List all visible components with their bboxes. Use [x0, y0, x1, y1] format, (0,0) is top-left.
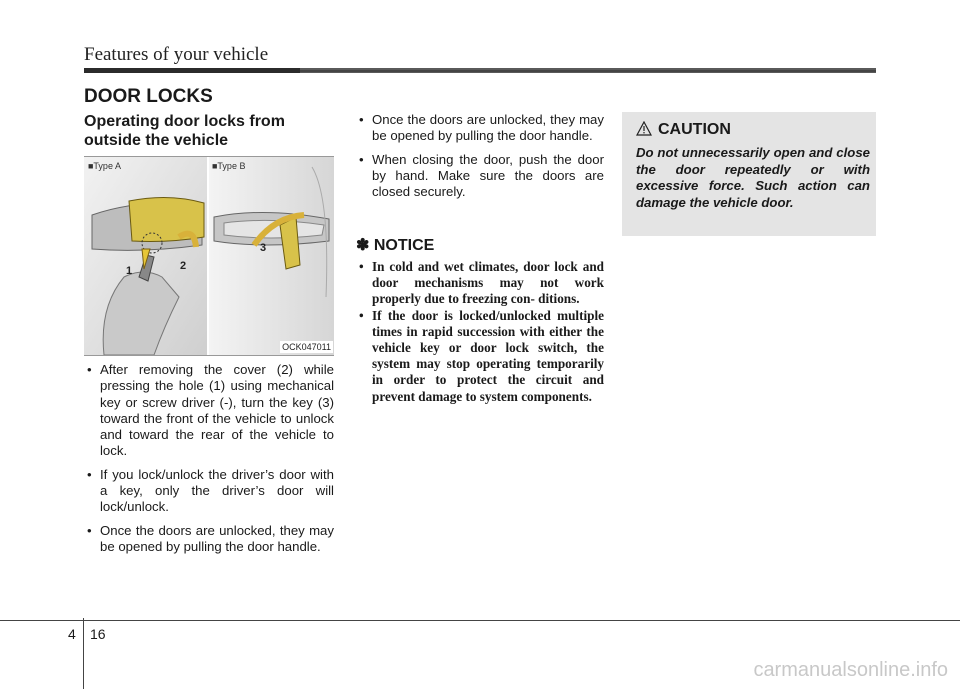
- chapter-number: 4: [68, 626, 76, 642]
- footer-divider: [83, 618, 84, 689]
- callout-1: 1: [126, 265, 133, 277]
- door-lock-illustration: [84, 156, 334, 356]
- list-item: • If the door is locked/unlocked multiple times in rapid succession with either the vehicle key or door lock switch, the system may stop operating temporarily in order to protect the circuit and prevent damage to system components.: [356, 308, 604, 405]
- list-item: • When closing the door, push the door by hand. Make sure the doors are closed securely.: [356, 152, 604, 201]
- figure-code: OCK047011: [282, 342, 331, 352]
- page-header-title: Features of your vehicle: [84, 44, 269, 65]
- list-item: • After removing the cover (2) while pressing the hole (1) using mechanical key or screw driver (-), turn the key (3) toward the front of the vehicle to unlock and toward the rear of the vehicle to lock.: [84, 362, 334, 460]
- caution-box: [622, 112, 876, 236]
- warning-triangle-icon: [636, 121, 652, 141]
- caution-title: CAUTION: [658, 121, 731, 138]
- notice-title: ✽ NOTICE: [356, 237, 435, 254]
- door-handle-drawing: [84, 157, 334, 355]
- list-item: • Once the doors are unlocked, they may be opened by pulling the door handle.: [356, 112, 604, 145]
- list-item: • In cold and wet climates, door lock and door mechanisms may not work properly due to freezing con- ditions.: [356, 259, 604, 308]
- caution-heading: [636, 121, 731, 141]
- list-item: • If you lock/unlock the driver’s door with a key, only the driver’s door will lock/unlock.: [84, 467, 334, 516]
- type-b-label: ■Type B: [212, 161, 246, 171]
- section-title: DOOR LOCKS: [84, 86, 213, 107]
- footer-rule: [0, 620, 960, 621]
- subsection-title: Operating door locks from outside the vehicle: [84, 113, 285, 149]
- notice-list: [356, 259, 604, 405]
- watermark: carmanualsonline.info: [753, 659, 948, 681]
- list-item: • Once the doors are unlocked, they may be opened by pulling the door handle.: [84, 523, 334, 556]
- callout-2: 2: [180, 260, 187, 272]
- callout-3: 3: [260, 242, 267, 254]
- column-1-text: [84, 362, 334, 562]
- type-a-label: ■Type A: [88, 161, 121, 171]
- header-rule: [84, 68, 876, 73]
- page-number: 16: [90, 626, 106, 642]
- column-2-text: [356, 112, 604, 207]
- caution-text: Do not unnecessarily open and close the door repeatedly or with excessive force. Such action can damage the vehicle door.: [636, 145, 870, 210]
